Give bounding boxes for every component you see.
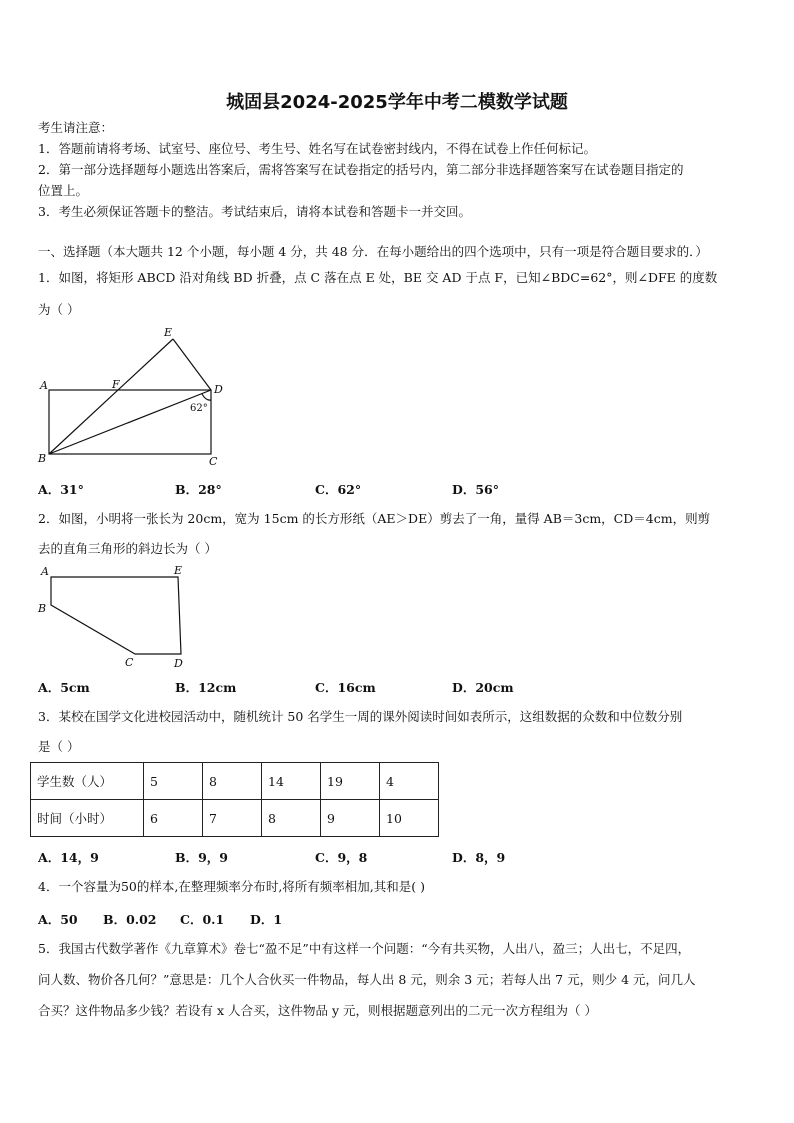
table-cell: 5 [144,763,203,800]
label-e: E [174,564,183,577]
q2-option-b: B．12cm [175,680,237,695]
question-5-text: 5．我国古代数学著作《九章算术》卷七“盈不足”中有这样一个问题：“今有共买物，人出八，盈三；人出七，不足四， [38,941,691,956]
table-row [31,763,439,800]
q2-option-a: A．5cm [38,680,90,695]
q4-option-c: C．0.1 [180,912,225,927]
question-1-text: 1．如图，将矩形 ABCD 沿对角线 BD 折叠，点 C 落在点 E 处，BE 交 AD 于点 F，已知∠BDC=62°，则∠DFE 的度数 [38,270,718,285]
q4-option-a: A．50 [38,912,78,927]
label-a: A [41,565,49,578]
question-1-figure [30,322,240,470]
table-cell: 4 [380,763,439,800]
question-2-figure [30,560,200,672]
label-b: B [38,452,47,465]
table-cell: 7 [203,800,262,837]
label-c: C [125,656,134,669]
section-heading: 一、选择题（本大题共 12 个小题，每小题 4 分，共 48 分．在每小题给出的四个选项中，只有一项是符合题目要求的．） [38,244,708,259]
table-cell: 14 [262,763,321,800]
label-b: B [38,602,47,615]
question-5-text-cont-2: 合买？这件物品多少钱？若设有 x 人合买，这件物品 y 元，则根据题意列出的二元一次方程组为（ ） [38,1003,597,1018]
label-d: D [174,657,183,670]
question-3-text: 3．某校在国学文化进校园活动中，随机统计 50 名学生一周的课外阅读时间如表所示，这组数据的众数和中位数分别 [38,709,683,724]
q4-option-b: B．0.02 [103,912,157,927]
note-item-1: 1．答题前请将考场、试室号、座位号、考生号、姓名写在试卷密封线内，不得在试卷上作任何标记。 [38,141,596,156]
q3-option-a: A．14，9 [38,850,99,865]
table-row [31,800,439,837]
q1-option-d: D．56° [452,482,499,497]
angle-label: 62° [190,403,208,414]
table-cell: 9 [321,800,380,837]
note-item-3: 3．考生必须保证答题卡的整洁。考试结束后，请将本试卷和答题卡一并交回。 [38,204,471,219]
q1-option-c: C．62° [315,482,362,497]
note-item-2-cont: 位置上。 [38,183,89,198]
q1-option-a: A．31° [38,482,84,497]
question-2-text-cont: 去的直角三角形的斜边长为（ ） [38,541,217,556]
question-3-text-cont: 是（ ） [38,739,80,754]
reading-time-table [30,762,439,837]
label-a: A [40,379,48,392]
label-c: C [209,455,218,468]
table-cell: 8 [203,763,262,800]
table-header-students: 学生数（人） [31,763,144,800]
q3-option-b: B．9，9 [175,850,228,865]
question-1-text-cont: 为（ ） [38,302,80,317]
table-header-hours: 时间（小时） [31,800,144,837]
note-item-2: 2．第一部分选择题每小题选出答案后，需将答案写在试卷指定的括号内，第二部分非选择题答案写在试卷题目指定的 [38,162,684,177]
question-2-text: 2．如图，小明将一张长为 20cm，宽为 15cm 的长方形纸（AE＞DE）剪去了一角，量得 AB＝3cm，CD＝4cm，则剪 [38,511,711,526]
q1-option-b: B．28° [175,482,222,497]
label-e: E [164,326,173,339]
q3-option-c: C．9，8 [315,850,368,865]
question-5-text-cont: 问人数、物价各几何？”意思是：几个人合伙买一件物品，每人出 8 元，则余 3 元；若每人出 7 元，则少 4 元，问几人 [38,972,696,987]
notes-heading: 考生请注意： [38,120,114,135]
q3-option-d: D．8，9 [452,850,506,865]
table-cell: 19 [321,763,380,800]
page-title: 城固县2024-2025学年中考二模数学试题 [226,92,568,113]
table-cell: 8 [262,800,321,837]
table-cell: 6 [144,800,203,837]
table-cell: 10 [380,800,439,837]
q2-option-c: C．16cm [315,680,376,695]
label-f: F [112,378,120,391]
question-4-text: 4．一个容量为50的样本,在整理频率分布时,将所有频率相加,其和是( ) [38,879,426,894]
label-d: D [214,383,223,396]
q2-option-d: D．20cm [452,680,514,695]
q4-option-d: D．1 [250,912,283,927]
